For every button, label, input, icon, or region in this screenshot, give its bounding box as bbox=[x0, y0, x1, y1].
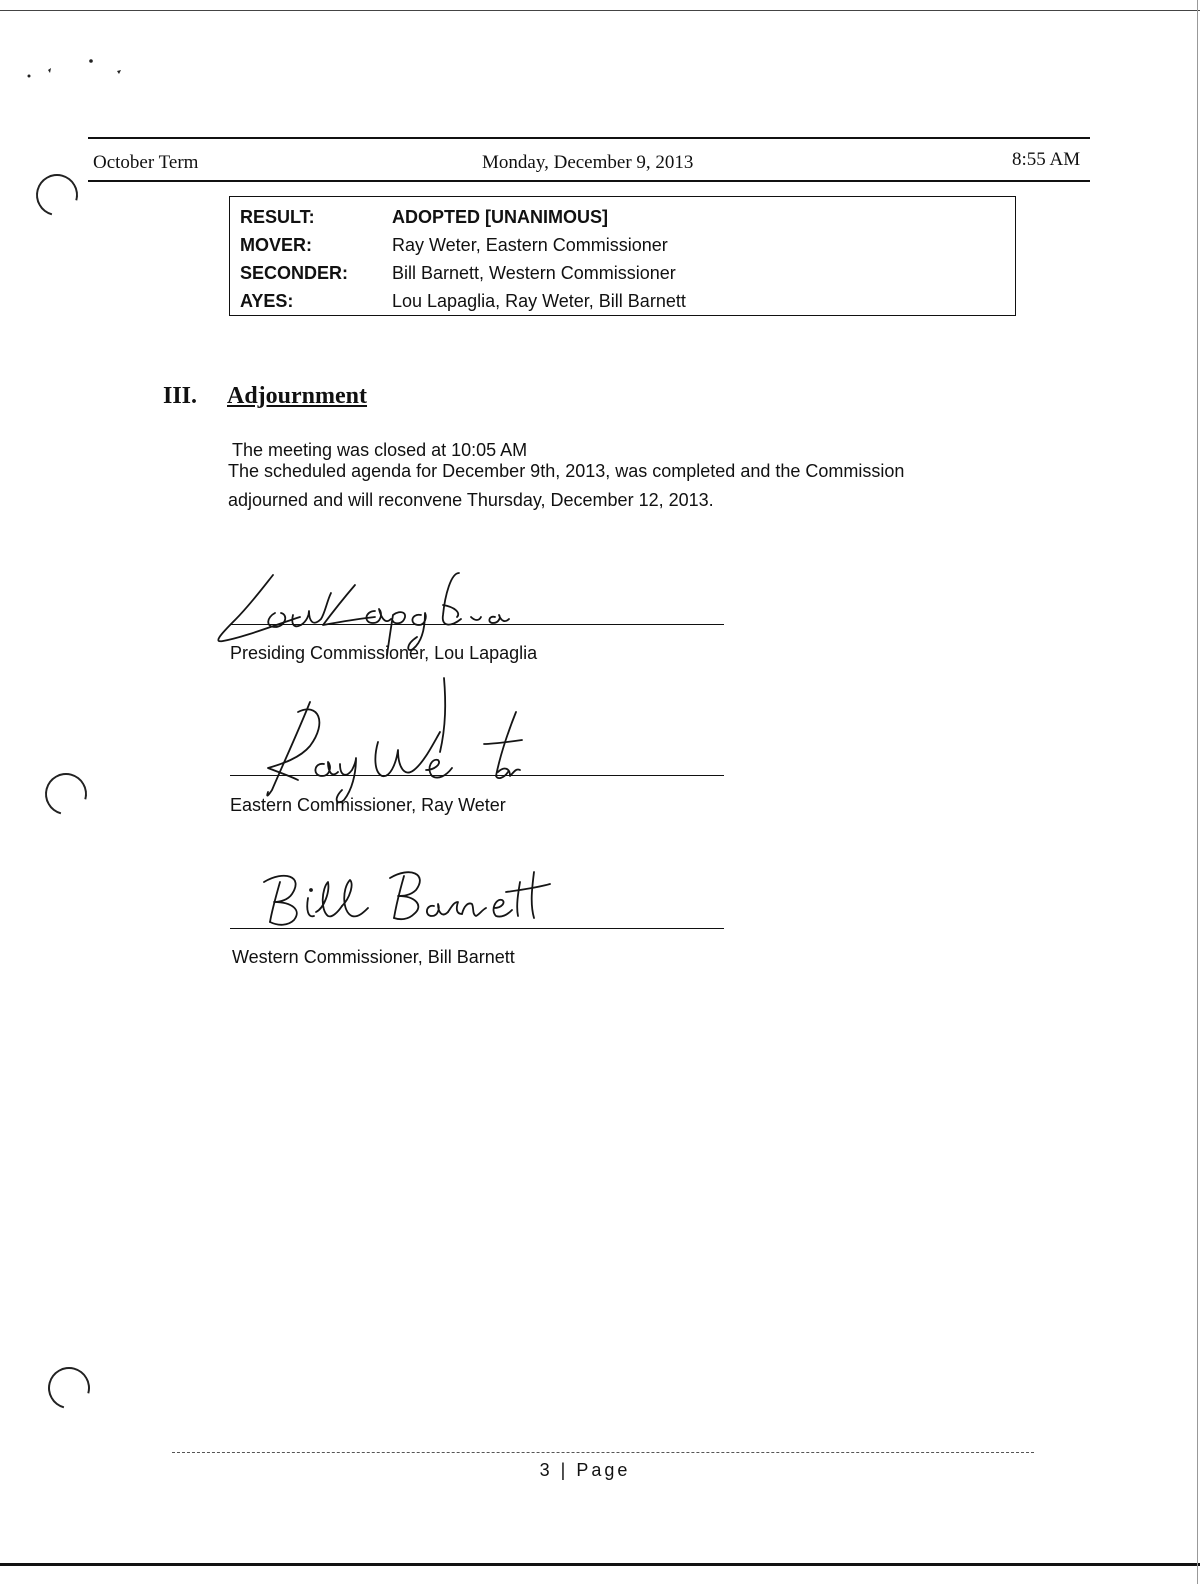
vote-result-table bbox=[240, 203, 686, 315]
signature-line-3 bbox=[230, 928, 724, 929]
signature-line-1 bbox=[230, 624, 724, 625]
footer-rule bbox=[172, 1452, 1034, 1453]
signature-ray-weter bbox=[228, 672, 548, 812]
result-value: ADOPTED [UNANIMOUS] bbox=[392, 206, 608, 227]
signature-caption-1: Presiding Commissioner, Lou Lapaglia bbox=[230, 643, 538, 663]
mover-label: MOVER: bbox=[240, 234, 312, 255]
scan-bottom-edge bbox=[0, 1563, 1200, 1566]
mover-value: Ray Weter, Eastern Commissioner bbox=[392, 234, 668, 255]
body-line-2: The scheduled agenda for December 9th, 2013, was completed and the Commission bbox=[228, 461, 905, 481]
page-number: 3 | Page bbox=[539, 1460, 631, 1480]
header-rule-top bbox=[88, 137, 1090, 139]
punch-hole-top bbox=[28, 166, 85, 223]
section-heading bbox=[163, 383, 367, 410]
ayes-value: Lou Lapaglia, Ray Weter, Bill Barnett bbox=[392, 290, 686, 311]
scan-top-edge bbox=[0, 10, 1200, 11]
seconder-row bbox=[240, 259, 686, 287]
section-number: III. bbox=[163, 383, 198, 409]
result-label: RESULT: bbox=[240, 206, 315, 227]
signature-caption-3: Western Commissioner, Bill Barnett bbox=[232, 947, 515, 967]
vote-result-box bbox=[229, 196, 1016, 316]
seconder-label: SECONDER: bbox=[240, 262, 349, 283]
header-rule-bottom bbox=[88, 180, 1090, 182]
signature-line-2 bbox=[230, 775, 724, 776]
header-date: Monday, December 9, 2013 bbox=[482, 152, 694, 173]
punch-hole-bottom bbox=[40, 1359, 97, 1416]
body-line-1: The meeting was closed at 10:05 AM bbox=[232, 440, 528, 460]
body-line-3: adjourned and will reconvene Thursday, December 12, 2013. bbox=[228, 490, 714, 510]
header-time: 8:55 AM bbox=[1012, 149, 1081, 170]
header-term: October Term bbox=[93, 152, 199, 173]
signature-bill-barnett bbox=[258, 862, 558, 932]
scan-specks bbox=[20, 55, 140, 85]
ayes-row bbox=[240, 287, 686, 315]
punch-hole-middle bbox=[37, 765, 94, 822]
scan-right-edge bbox=[1197, 0, 1198, 1584]
signature-caption-2: Eastern Commissioner, Ray Weter bbox=[230, 795, 506, 815]
result-row bbox=[240, 203, 686, 231]
seconder-value: Bill Barnett, Western Commissioner bbox=[392, 262, 676, 283]
mover-row bbox=[240, 231, 686, 259]
ayes-label: AYES: bbox=[240, 290, 294, 311]
section-title: Adjournment bbox=[227, 383, 368, 409]
